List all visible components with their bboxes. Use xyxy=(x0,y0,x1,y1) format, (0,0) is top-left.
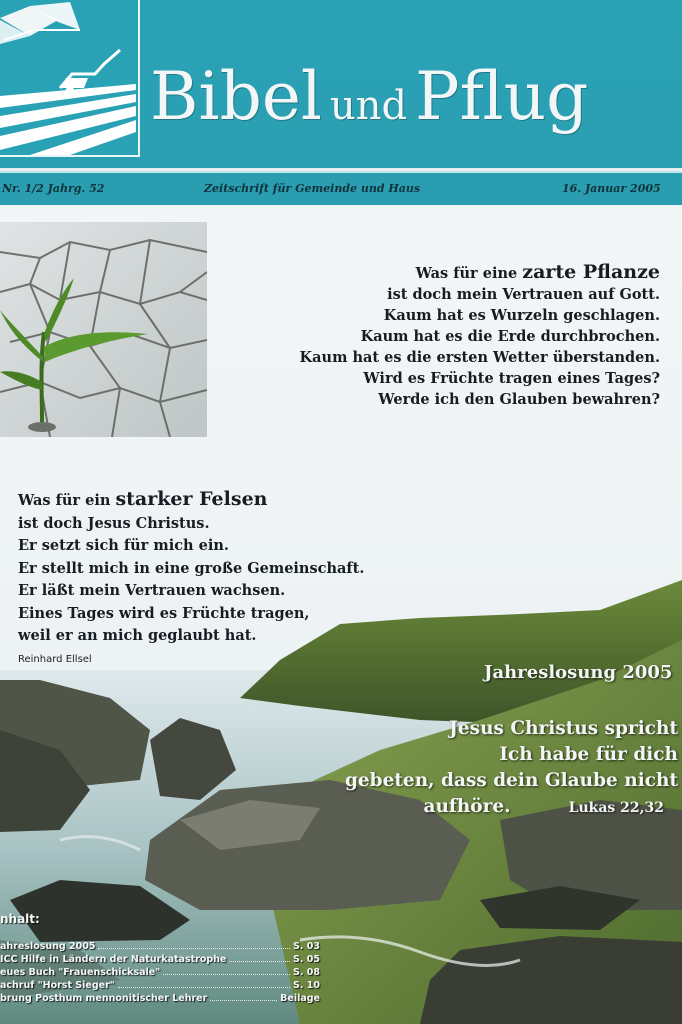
poem2-line: Er setzt sich für mich ein. xyxy=(18,537,229,554)
poem-zarte-pflanze xyxy=(200,262,660,410)
title-word-und: und xyxy=(330,83,408,129)
verse-line: Ich habe für dich xyxy=(499,744,678,765)
table-of-contents xyxy=(0,912,320,1005)
contents-item[interactable]: eues Buch "Frauenschicksale" S. 08 xyxy=(0,967,320,978)
poem2-line: Eines Tages wird es Früchte tragen, xyxy=(18,604,310,622)
poem1-line: Kaum hat es Wurzeln geschlagen. xyxy=(383,307,660,324)
poem1-line: ist doch mein Vertrauen auf Gott. xyxy=(387,286,660,303)
subtitle: Zeitschrift für Gemeinde und Haus xyxy=(204,182,421,195)
poem2-emphasis: starker Felsen xyxy=(115,488,268,510)
title-word-bibel: Bibel xyxy=(150,58,323,135)
issue-number: Nr. 1/2 Jahrg. 52 xyxy=(2,182,105,195)
title-word-pflug: Pflug xyxy=(415,58,589,135)
verse-reference: Lukas 22,32 xyxy=(568,800,664,816)
poem1-line: Kaum hat es die Erde durchbrochen. xyxy=(360,328,660,345)
poem1-emphasis: zarte Pflanze xyxy=(522,261,660,283)
poem-author: Reinhard Ellsel xyxy=(18,654,92,665)
verse-line: gebeten, dass dein Glaube nicht xyxy=(344,770,678,791)
poem2-prefix: Was für ein xyxy=(18,492,111,509)
poem2-line: ist doch Jesus Christus. xyxy=(18,514,210,532)
poem1-line: Wird es Früchte tragen eines Tages? xyxy=(363,370,660,387)
issue-date: 16. Januar 2005 xyxy=(562,182,661,195)
verse-last-line: aufhöre. xyxy=(423,796,511,817)
contents-heading: nhalt: xyxy=(0,912,40,926)
poem1-line: Werde ich den Glauben bewahren? xyxy=(378,391,660,408)
contents-item[interactable]: achruf "Horst Sieger" S. 10 xyxy=(0,980,320,991)
masthead-title xyxy=(150,58,588,135)
bible-plough-logo-icon xyxy=(0,0,140,157)
contents-item[interactable]: brung Posthum mennonitischer Lehrer Beilage xyxy=(0,993,320,1004)
poem2-line: weil er an mich geglaubt hat. xyxy=(18,627,257,644)
masthead xyxy=(0,0,682,168)
seedling-photo xyxy=(0,222,207,437)
issue-bar xyxy=(0,171,682,205)
jahreslosung-heading: Jahreslosung 2005 xyxy=(484,662,673,683)
verse-line: Jesus Christus spricht xyxy=(449,718,678,739)
poem1-prefix: Was für eine xyxy=(415,265,518,282)
poem2-line: Er stellt mich in eine große Gemeinschaft. xyxy=(18,559,365,577)
contents-item[interactable]: ICC Hilfe in Ländern der Naturkatastrophe S. 05 xyxy=(0,954,320,965)
jahreslosung-verse xyxy=(345,716,678,821)
contents-item[interactable]: ahreslosung 2005 S. 03 xyxy=(0,941,320,952)
poem1-line: Kaum hat es die ersten Wetter überstanden. xyxy=(299,349,660,366)
poem2-line: Er läßt mein Vertrauen wachsen. xyxy=(18,582,286,599)
poem-starker-felsen xyxy=(18,488,438,648)
